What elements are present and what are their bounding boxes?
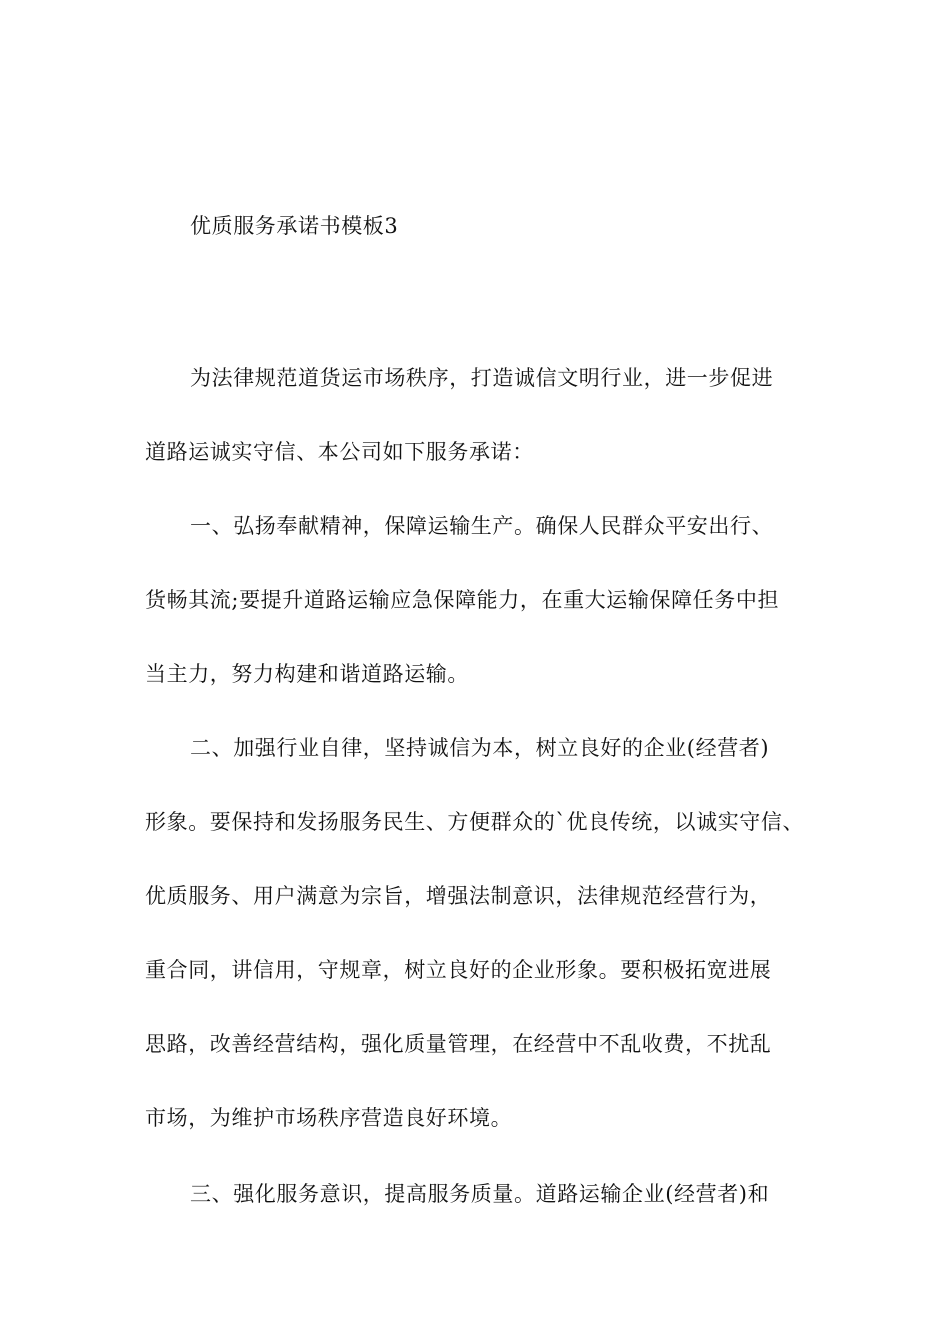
paragraph-line: 形象。要保持和发扬服务民生、方便群众的`优良传统，以诚实守信、 [145, 810, 805, 834]
paragraph-line: 一、弘扬奉献精神，保障运输生产。确保人民群众平安出行、 [190, 514, 774, 538]
paragraph-line: 市场，为维护市场秩序营造良好环境。 [145, 1106, 513, 1130]
paragraph-line: 当主力，努力构建和谐道路运输。 [145, 662, 469, 686]
paragraph-line: 为法律规范道货运市场秩序，打造诚信文明行业，进一步促进 [190, 366, 774, 390]
document-title: 优质服务承诺书模板3 [190, 214, 399, 238]
paragraph-line: 优质服务、用户满意为宗旨，增强法制意识，法律规范经营行为， [145, 884, 772, 908]
paragraph-line: 思路，改善经营结构，强化质量管理，在经营中不乱收费，不扰乱 [145, 1032, 772, 1056]
paragraph-line: 重合同，讲信用，守规章，树立良好的企业形象。要积极拓宽进展 [145, 958, 772, 982]
paragraph-line: 道路运诚实守信、本公司如下服务承诺： [145, 440, 534, 464]
paragraph-line: 二、加强行业自律，坚持诚信为本，树立良好的企业(经营者) [190, 736, 770, 760]
paragraph-line: 三、强化服务意识，提高服务质量。道路运输企业(经营者)和 [190, 1182, 770, 1206]
paragraph-line: 货畅其流;要提升道路运输应急保障能力，在重大运输保障任务中担 [145, 588, 780, 612]
